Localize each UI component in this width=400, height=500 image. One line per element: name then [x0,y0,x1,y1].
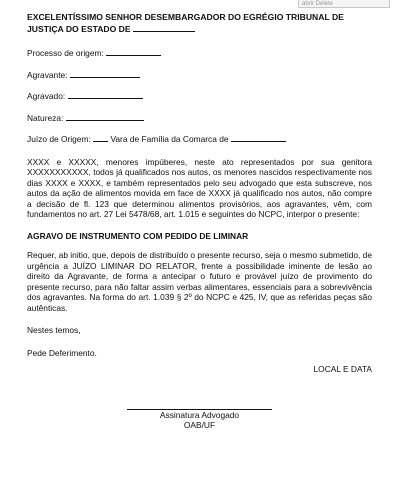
agravante-blank [70,69,140,78]
body-paragraph-1: XXXX e XXXXX, menores impúberes, neste ato representados por sua genitora XXXXXXXXXXX, todos já qualificados nos autos, os menores nascidos respectivamente nos dias XXXX e XXXX, e também representados pelo seu advogado que esta subscreve, nos autos da ação de alimentos movida em face de XXXX já qualificado nos autos, não compre a decisão de fl. 123 que determinou alimentos provisórios, aos agravantes, vêm, com fundamentos no art. 27 Lei 5478/68, art. 1.015 e seguintes do NCPC, interpor o presente: [27,156,372,219]
body-paragraph-2: Requer, ab initio, que, depois de distribuído o presente recurso, seja o mesmo submetido, de urgência a JUÍZO LIMINAR DO RELATOR, frente a possibilidade iminente de lesão ao direito da Agravante, de forma a antecipar o futuro e provável juízo de provimento do presente recurso, para não faltar assim verbas alimentares, essenciais para a sobrevivência dos agravantes. Na forma do art. 1.039 § 2º do NCPC e 425, IV, que as referidas peças são autênticas. [27,250,372,313]
closing-pede-deferimento: Pede Deferimento. [27,347,97,358]
signature-name: Assinatura Advogado [159,409,240,420]
agravado-blank [68,90,143,99]
agravado-field [27,90,372,102]
agravado-label: Agravado: [27,91,66,101]
processo-blank [106,47,161,56]
processo-label: Processo de origem: [27,48,104,58]
estado-blank [133,23,195,32]
natureza-label: Natureza: [27,112,64,123]
header-line-1: EXCELENTÍSSIMO SENHOR DESEMBARGADOR DO EGRÉGIO TRIBUNAL DE [27,12,344,22]
juizo-vara-text: Vara de Família da Comarca de [110,134,229,144]
juizo-field [27,133,372,145]
natureza-field [27,112,372,124]
signature-oab: OAB/UF [183,420,216,430]
agravante-field [27,69,372,81]
juizo-blank-1 [93,133,108,142]
processo-field [27,47,372,59]
natureza-blank [66,112,144,121]
juizo-label: Juízo de Origem: [27,134,91,144]
header-line-2-text: JUSTIÇA DO ESTADO DE [27,24,131,34]
document-page [27,12,372,431]
header-line-2 [27,23,372,35]
agravante-label: Agravante: [27,69,68,80]
toolbar-fragment: abrir Delete [298,0,390,8]
section-title: AGRAVO DE INSTRUMENTO COM PEDIDO DE LIMINAR [27,230,249,241]
closing-nestes-temos: Nestes temos, [27,325,81,335]
juizo-blank-2 [231,133,286,142]
local-e-data: LOCAL E DATA [313,364,372,374]
